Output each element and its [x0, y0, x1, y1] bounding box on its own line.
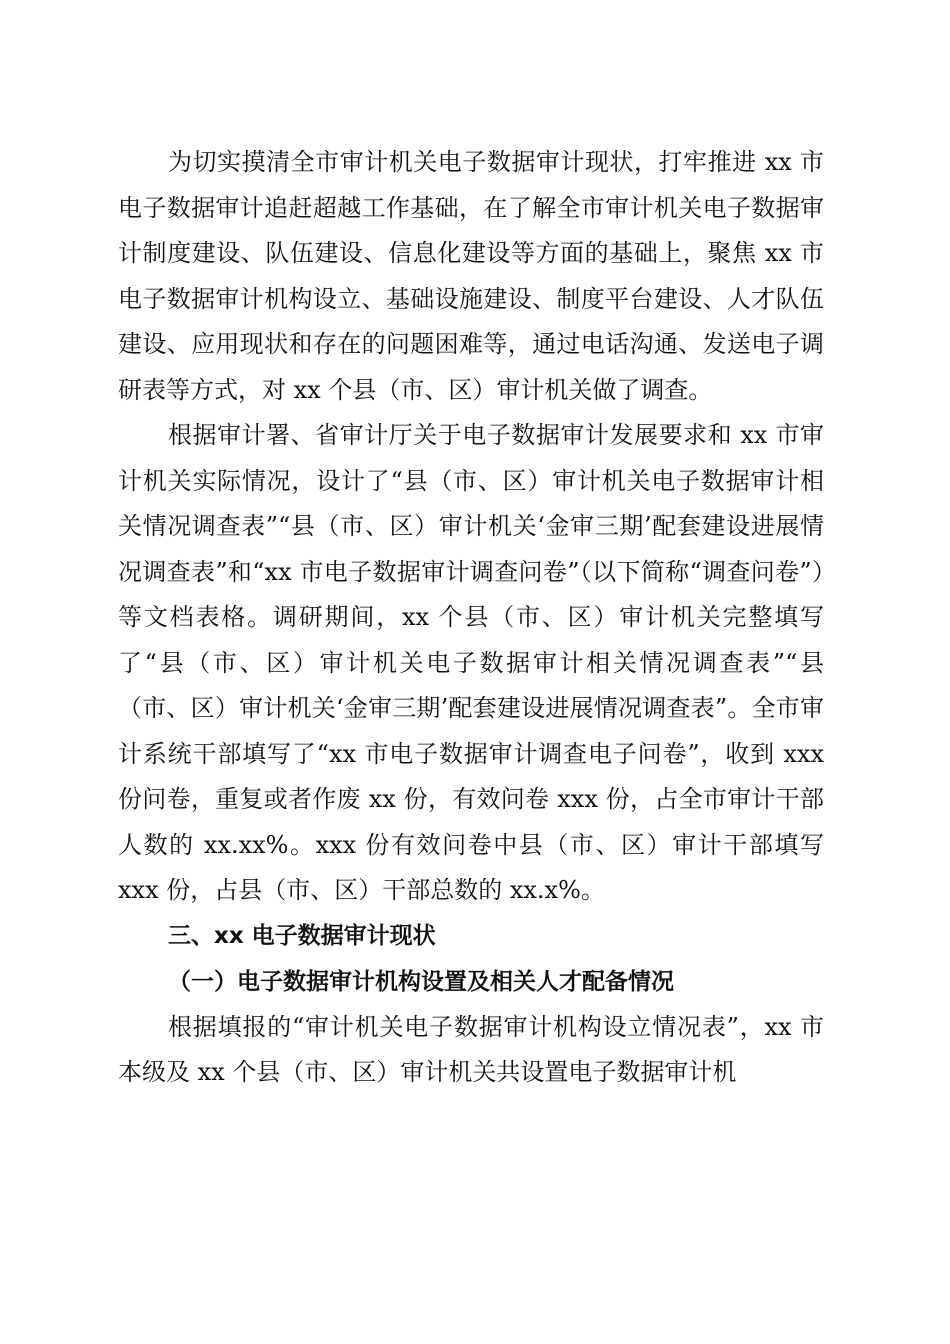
- document-body: [118, 140, 824, 1096]
- paragraph-survey-method: 根据审计署、省审计厅关于电子数据审计发展要求和 xx 市审计机关实际情况，设计了“县（市、区）审计机关电子数据审计相关情况调查表”“县（市、区）审计机关‘金审三期’配套建设进展情况调查表”和“xx 市电子数据审计调查问卷”（以下简称“调查问卷”）等文档表格。调研期间，xx 个县（市、区）审计机关完整填写了“县（市、区）审计机关电子数据审计相关情况调查表”“县（市、区）审计机关‘金审三期’配套建设进展情况调查表”。全市审计系统干部填写了“xx 市电子数据审计调查电子问卷”，收到 xxx 份问卷，重复或者作废 xx 份，有效问卷 xxx 份，占全市审计干部人数的 xx.xx%。xxx 份有效问卷中县（市、区）审计干部填写 xxx 份，占县（市、区）干部总数的 xx.x%。: [118, 421, 824, 904]
- subsection-heading-organization: （一）电子数据审计机构设置及相关人才配备情况: [168, 968, 674, 995]
- paragraph-survey-intro: 为切实摸清全市审计机关电子数据审计现状，打牢推进 xx 市电子数据审计追赶超越工作基础，在了解全市审计机关电子数据审计制度建设、队伍建设、信息化建设等方面的基础上，聚焦 xx 市电子数据审计机构设立、基础设施建设、制度平台建设、人才队伍建设、应用现状和存在的问题困难等，通过电话沟通、发送电子调研表等方式，对 xx 个县（市、区）审计机关做了调查。: [118, 148, 824, 404]
- paragraph-organization-setup: 根据填报的“审计机关电子数据审计机构设立情况表”，xx 市本级及 xx 个县（市、区）审计机关共设置电子数据审计机: [118, 1012, 824, 1086]
- section-heading-status: 三、xx 电子数据审计现状: [168, 922, 436, 949]
